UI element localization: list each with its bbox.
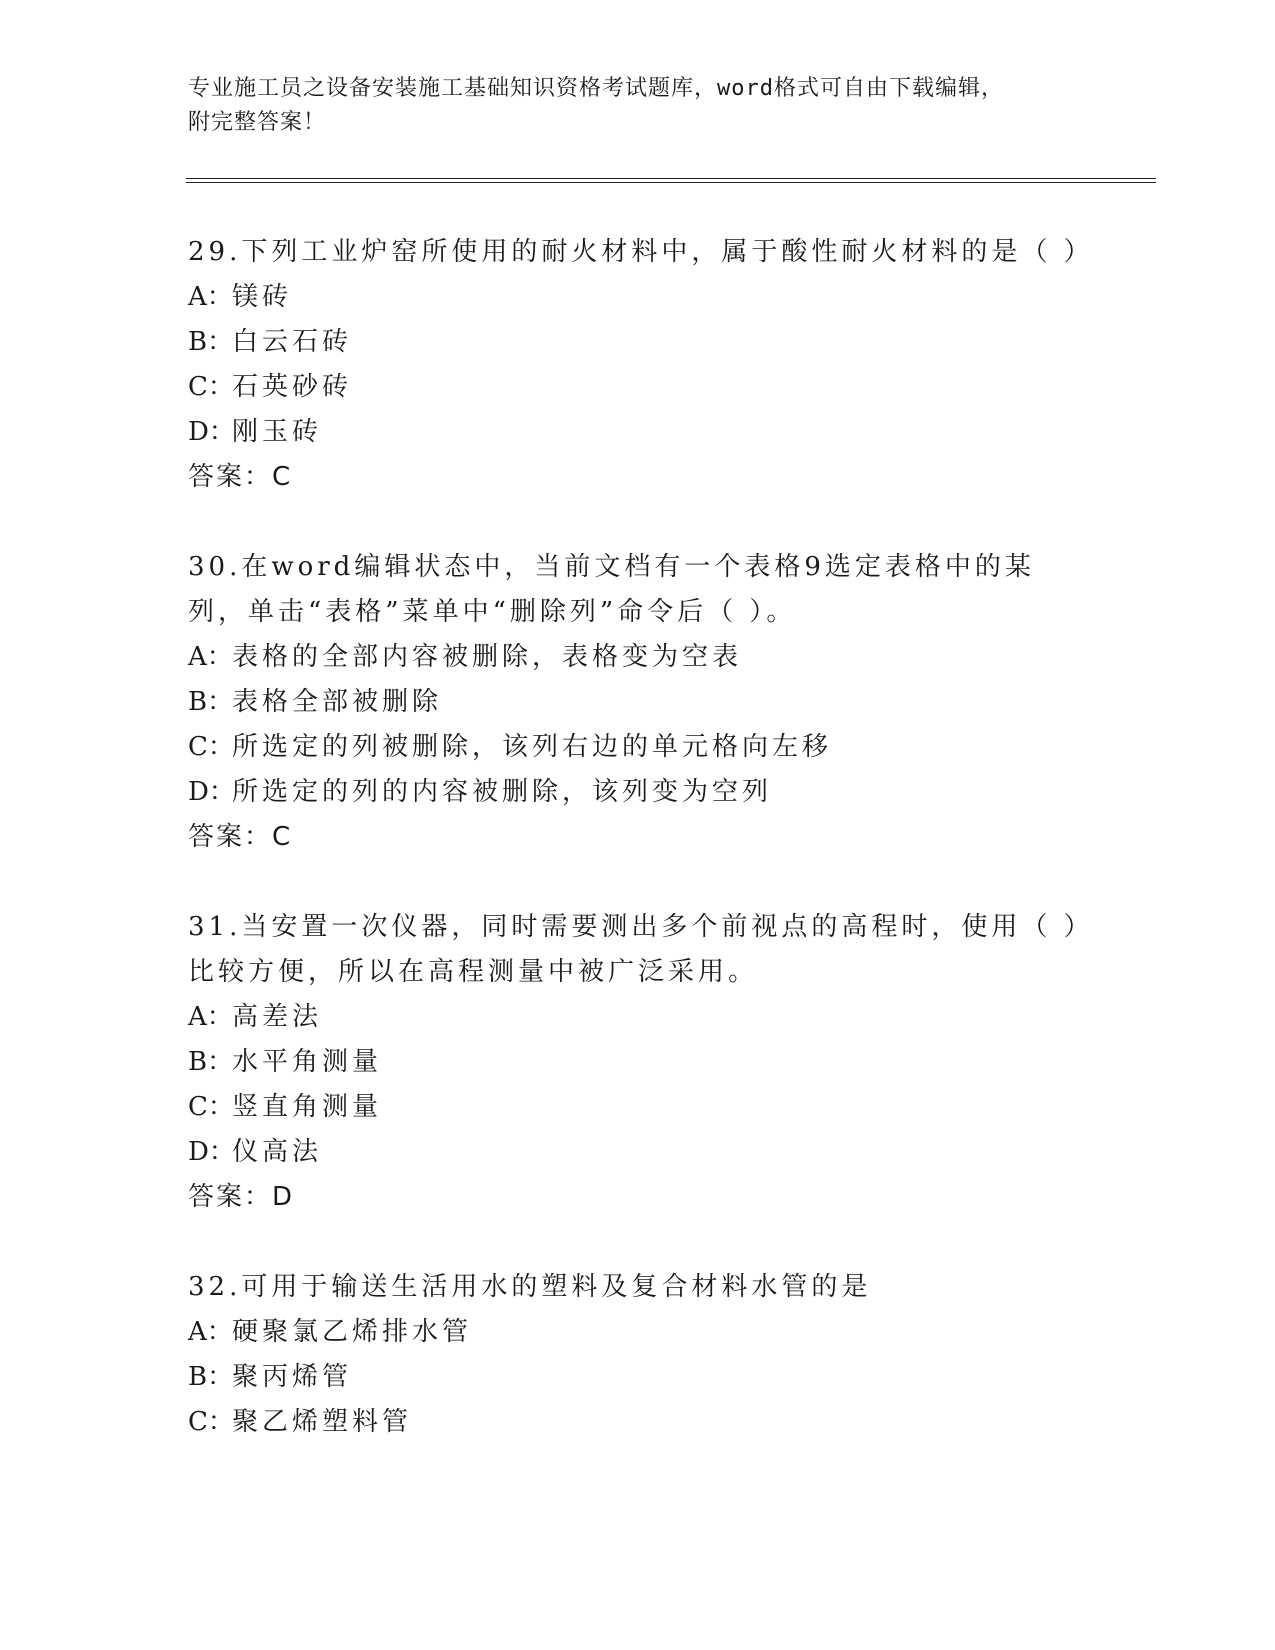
- option-letter: C：: [188, 732, 234, 762]
- option-a: [188, 635, 1088, 680]
- header-divider: [186, 178, 1156, 183]
- option-text: 竖直角测量: [232, 1092, 383, 1122]
- option-letter: A：: [188, 642, 233, 672]
- question-text: 30.在word编辑状态中，当前文档有一个表格9选定表格中的某列，单击“表格”菜单中“删除列”命令后（ ）。: [188, 552, 1035, 627]
- question-30: [188, 545, 1088, 860]
- option-letter: A：: [188, 1002, 233, 1032]
- answer-line: 答案：C: [188, 822, 293, 852]
- option-b: [188, 1040, 1088, 1085]
- question-text: 29.下列工业炉窑所使用的耐火材料中，属于酸性耐火材料的是（ ）: [188, 237, 1094, 267]
- option-c: [188, 725, 1088, 770]
- option-letter: D：: [188, 417, 235, 447]
- option-text: 刚玉砖: [232, 417, 323, 447]
- option-b: [188, 680, 1088, 725]
- option-letter: B：: [188, 1047, 234, 1077]
- option-a: [188, 275, 1088, 320]
- option-text: 石英砂砖: [232, 372, 353, 402]
- option-d: [188, 410, 1088, 455]
- option-c: [188, 1085, 1088, 1130]
- option-c: [188, 1400, 1088, 1445]
- option-d: [188, 770, 1088, 815]
- option-text: 聚乙烯塑料管: [232, 1407, 413, 1437]
- header-line-2: 附完整答案！: [188, 110, 327, 135]
- header-line-1: 专业施工员之设备安装施工基础知识资格考试题库，word格式可自由下载编辑，: [188, 76, 1004, 101]
- question-text: 32.可用于输送生活用水的塑料及复合材料水管的是: [188, 1272, 872, 1302]
- option-letter: D：: [188, 777, 235, 807]
- option-letter: B：: [188, 1362, 234, 1392]
- option-text: 硬聚氯乙烯排水管: [232, 1317, 473, 1347]
- option-text: 镁砖: [232, 282, 293, 312]
- option-letter: A：: [188, 282, 233, 312]
- document-header: [188, 72, 1088, 140]
- option-letter: C：: [188, 372, 234, 402]
- question-text: 31.当安置一次仪器，同时需要测出多个前视点的高程时，使用（ ）比较方便，所以在高程测量中被广泛采用。: [188, 912, 1081, 987]
- option-letter: D：: [188, 1137, 235, 1167]
- option-text: 表格的全部内容被删除，表格变为空表: [232, 642, 743, 672]
- option-text: 高差法: [232, 1002, 323, 1032]
- option-text: 水平角测量: [232, 1047, 383, 1077]
- option-text: 表格全部被删除: [232, 687, 443, 717]
- question-29: [188, 230, 1094, 500]
- option-letter: B：: [188, 327, 234, 357]
- option-letter: C：: [188, 1407, 234, 1437]
- option-a: [188, 995, 1088, 1040]
- option-c: [188, 365, 1088, 410]
- option-text: 所选定的列被删除，该列右边的单元格向左移: [232, 732, 833, 762]
- option-text: 仪高法: [232, 1137, 323, 1167]
- answer-line: 答案：D: [188, 1182, 295, 1212]
- option-letter: B：: [188, 687, 234, 717]
- option-d: [188, 1130, 1088, 1175]
- option-text: 聚丙烯管: [232, 1362, 353, 1392]
- option-a: [188, 1310, 1088, 1355]
- option-b: [188, 1355, 1088, 1400]
- answer-line: 答案：C: [188, 462, 293, 492]
- option-text: 所选定的列的内容被删除，该列变为空列: [232, 777, 773, 807]
- question-31: [188, 905, 1088, 1220]
- option-text: 白云石砖: [232, 327, 353, 357]
- question-32: [188, 1265, 1088, 1445]
- option-letter: A：: [188, 1317, 233, 1347]
- option-letter: C：: [188, 1092, 234, 1122]
- option-b: [188, 320, 1088, 365]
